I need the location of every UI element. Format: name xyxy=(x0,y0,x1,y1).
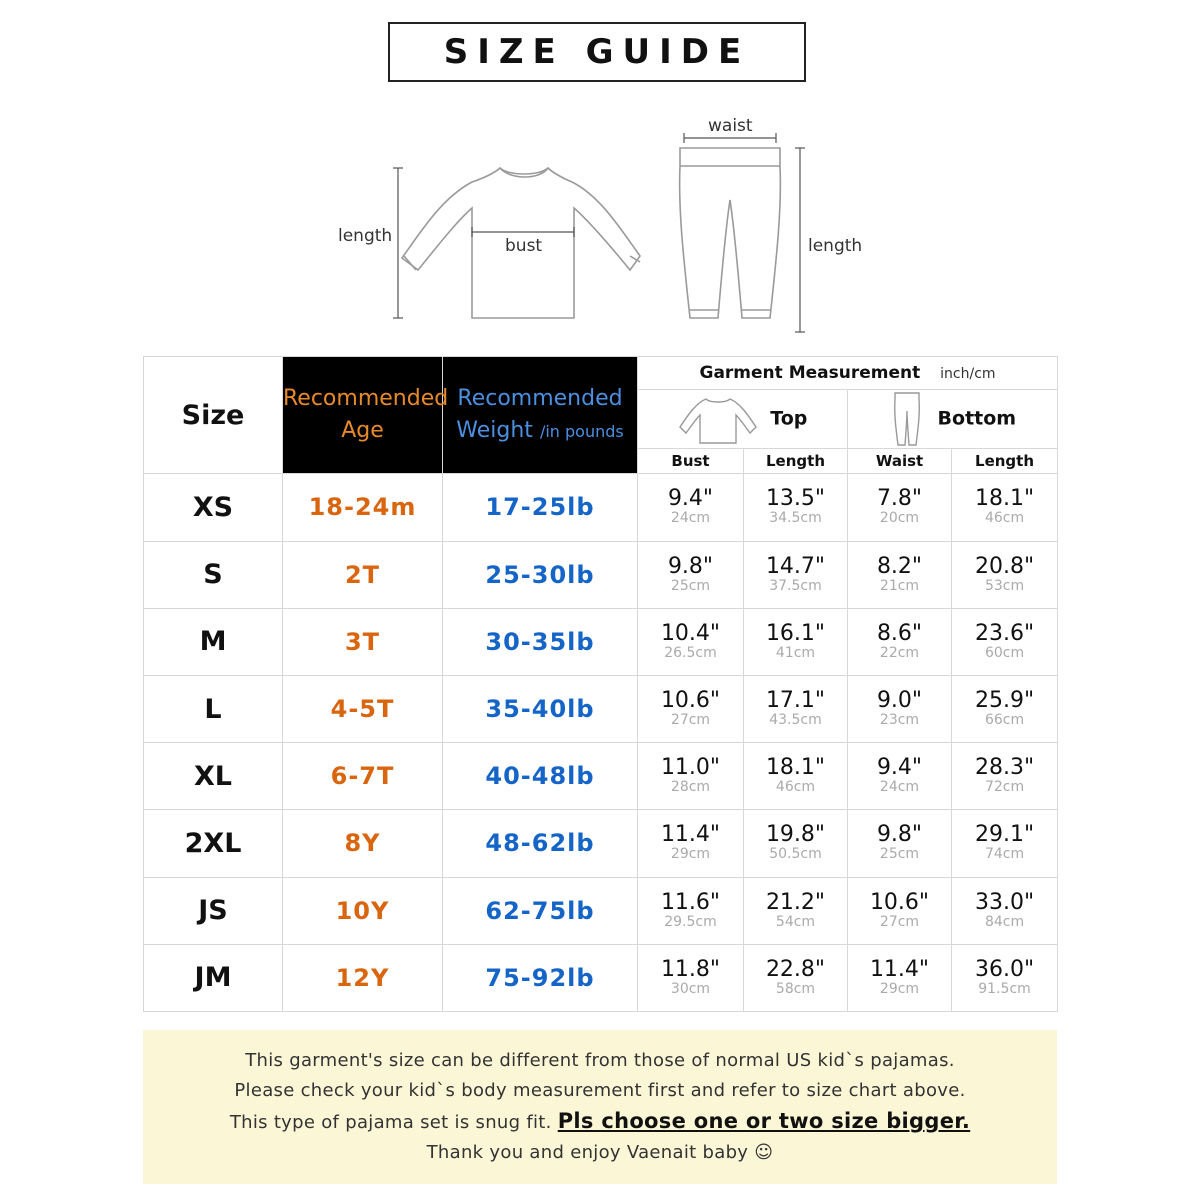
note-size-advice: Pls choose one or two size bigger. xyxy=(557,1109,971,1133)
bust-cm: 27cm xyxy=(670,712,711,729)
size-cell: JS xyxy=(144,877,283,944)
note-line-4: Thank you and enjoy Vaenait baby ☺ xyxy=(426,1142,774,1163)
age-header-line1: Recommended xyxy=(283,386,449,412)
top-length-inch: 21.2" xyxy=(765,889,826,915)
bottom-length-cell xyxy=(952,877,1058,944)
top-length-cm: 43.5cm xyxy=(769,712,822,729)
size-cell: 2XL xyxy=(144,810,283,877)
bottom-length-cell xyxy=(952,608,1058,675)
weight-cell: 30-35lb xyxy=(443,608,638,675)
bottom-length-cell xyxy=(952,675,1058,742)
waist-cm: 21cm xyxy=(879,577,920,594)
top-length-cell xyxy=(744,541,848,608)
waist-cm: 27cm xyxy=(879,913,920,930)
top-length-cm: 58cm xyxy=(775,980,816,997)
bust-cell xyxy=(638,944,744,1011)
bust-inch: 9.4" xyxy=(667,486,714,512)
top-length-inch: 18.1" xyxy=(765,755,826,781)
table-row xyxy=(144,474,1058,541)
waist-inch: 8.6" xyxy=(876,620,923,646)
age-cell: 4-5T xyxy=(283,675,443,742)
waist-cell xyxy=(848,675,952,742)
waist-cell xyxy=(848,474,952,541)
waist-inch: 8.2" xyxy=(876,553,923,579)
bottom-length-cm: 84cm xyxy=(984,913,1025,930)
weight-cell: 25-30lb xyxy=(443,541,638,608)
size-cell: L xyxy=(144,675,283,742)
waist-cell xyxy=(848,810,952,877)
top-length-inch: 16.1" xyxy=(765,620,826,646)
waist-cell xyxy=(848,944,952,1011)
weight-cell: 40-48lb xyxy=(443,743,638,810)
size-chart-table xyxy=(143,356,1058,1012)
weight-cell: 62-75lb xyxy=(443,877,638,944)
bust-inch: 11.4" xyxy=(660,822,721,848)
bottom-length-inch: 23.6" xyxy=(974,620,1035,646)
bust-cm: 29cm xyxy=(670,846,711,863)
bust-cell xyxy=(638,743,744,810)
bust-cm: 30cm xyxy=(670,980,711,997)
bust-subheader: Bust xyxy=(638,449,744,474)
top-length-cm: 50.5cm xyxy=(769,846,822,863)
bottom-length-inch: 20.8" xyxy=(974,553,1035,579)
weight-cell: 48-62lb xyxy=(443,810,638,877)
waist-cm: 24cm xyxy=(879,779,920,796)
bust-cm: 26.5cm xyxy=(664,644,717,661)
table-row xyxy=(144,608,1058,675)
waist-inch: 9.4" xyxy=(876,755,923,781)
bust-inch: 10.6" xyxy=(660,688,721,714)
age-cell: 8Y xyxy=(283,810,443,877)
pants-icon xyxy=(889,391,925,447)
fit-note xyxy=(143,1030,1057,1184)
waist-inch: 7.8" xyxy=(876,486,923,512)
bottom-length-inch: 33.0" xyxy=(974,889,1035,915)
top-bust-label: bust xyxy=(505,236,543,256)
bottom-measure-lines xyxy=(684,133,805,332)
bust-cm: 24cm xyxy=(670,510,711,527)
note-line-3-prefix: This type of pajama set is snug fit. xyxy=(229,1112,552,1133)
size-header: Size xyxy=(144,357,283,474)
top-length-inch: 14.7" xyxy=(765,553,826,579)
top-length-cell xyxy=(744,675,848,742)
table-row xyxy=(144,944,1058,1011)
waist-cell xyxy=(848,541,952,608)
age-cell: 2T xyxy=(283,541,443,608)
top-length-inch: 13.5" xyxy=(765,486,826,512)
waist-cell xyxy=(848,743,952,810)
bottom-length-cell xyxy=(952,743,1058,810)
bust-cell xyxy=(638,877,744,944)
top-length-cm: 41cm xyxy=(775,644,816,661)
bust-cell xyxy=(638,810,744,877)
bust-inch: 11.0" xyxy=(660,755,721,781)
bottom-length-cm: 46cm xyxy=(984,510,1025,527)
waist-cm: 25cm xyxy=(879,846,920,863)
bottom-label: Bottom xyxy=(937,407,1017,430)
bottom-length-cell xyxy=(952,944,1058,1011)
bottom-length-cm: 72cm xyxy=(984,779,1025,796)
age-header xyxy=(283,357,449,474)
bottom-length-subheader: Length xyxy=(952,449,1058,474)
size-cell: XS xyxy=(144,474,283,541)
bust-inch: 10.4" xyxy=(660,620,721,646)
top-length-inch: 22.8" xyxy=(765,956,826,982)
bottom-length-cm: 66cm xyxy=(984,712,1025,729)
size-cell: M xyxy=(144,608,283,675)
age-cell: 6-7T xyxy=(283,743,443,810)
bottom-length-cm: 91.5cm xyxy=(978,980,1031,997)
top-length-cm: 46cm xyxy=(775,779,816,796)
top-length-cell xyxy=(744,877,848,944)
page-title: SIZE GUIDE xyxy=(388,22,806,82)
bottom-length-cm: 53cm xyxy=(984,577,1025,594)
weight-header xyxy=(443,357,638,474)
garment-header-unit: inch/cm xyxy=(940,366,996,383)
shirt-icon xyxy=(678,393,758,445)
top-group-header xyxy=(638,390,848,449)
weight-cell: 17-25lb xyxy=(443,474,638,541)
waist-cm: 23cm xyxy=(879,712,920,729)
age-cell: 18-24m xyxy=(283,474,443,541)
bottom-length-inch: 29.1" xyxy=(974,822,1035,848)
top-length-cm: 34.5cm xyxy=(769,510,822,527)
garment-measurement-header xyxy=(638,357,1058,390)
bust-cm: 28cm xyxy=(670,779,711,796)
waist-inch: 9.8" xyxy=(876,822,923,848)
note-line-2: Please check your kid`s body measurement first and refer to size chart above. xyxy=(234,1080,966,1101)
waist-inch: 11.4" xyxy=(869,956,930,982)
top-length-cell xyxy=(744,608,848,675)
top-length-inch: 17.1" xyxy=(765,688,826,714)
size-cell: S xyxy=(144,541,283,608)
table-row xyxy=(144,675,1058,742)
top-label: Top xyxy=(770,407,808,430)
bottom-waist-label: waist xyxy=(708,116,753,136)
size-cell: XL xyxy=(144,743,283,810)
bust-cell xyxy=(638,675,744,742)
bottom-group-header xyxy=(848,390,1058,449)
bust-inch: 11.6" xyxy=(660,889,721,915)
age-cell: 12Y xyxy=(283,944,443,1011)
age-cell: 3T xyxy=(283,608,443,675)
bust-cm: 29.5cm xyxy=(664,913,717,930)
waist-subheader: Waist xyxy=(848,449,952,474)
weight-cell: 75-92lb xyxy=(443,944,638,1011)
waist-cm: 22cm xyxy=(879,644,920,661)
bust-cell xyxy=(638,541,744,608)
top-length-subheader: Length xyxy=(744,449,848,474)
weight-header-unit: /in pounds xyxy=(539,421,624,441)
top-length-cm: 54cm xyxy=(775,913,816,930)
bottom-outline xyxy=(680,148,781,318)
top-length-cell xyxy=(744,743,848,810)
bottom-length-cell xyxy=(952,474,1058,541)
waist-cm: 29cm xyxy=(879,980,920,997)
bust-inch: 9.8" xyxy=(667,553,714,579)
bottom-length-cm: 60cm xyxy=(984,644,1025,661)
bottom-length-inch: 28.3" xyxy=(974,755,1035,781)
table-row xyxy=(144,810,1058,877)
bottom-length-label: length xyxy=(808,236,863,256)
waist-inch: 9.0" xyxy=(876,688,923,714)
top-length-cell xyxy=(744,474,848,541)
table-row xyxy=(144,743,1058,810)
note-line-3 xyxy=(143,1106,1057,1138)
note-line-1: This garment's size can be different from those of normal US kid`s pajamas. xyxy=(245,1050,955,1071)
waist-cell xyxy=(848,608,952,675)
top-measure-lines xyxy=(393,168,574,318)
top-length-cell xyxy=(744,944,848,1011)
bottom-length-inch: 36.0" xyxy=(974,956,1035,982)
bust-cell xyxy=(638,474,744,541)
waist-cell xyxy=(848,877,952,944)
bottom-length-inch: 18.1" xyxy=(974,486,1035,512)
waist-inch: 10.6" xyxy=(869,889,930,915)
weight-cell: 35-40lb xyxy=(443,675,638,742)
age-header-line2: Age xyxy=(341,418,384,444)
top-length-label: length xyxy=(338,226,393,246)
garment-header-title: Garment Measurement xyxy=(699,363,921,384)
weight-header-line2: Weight xyxy=(456,417,533,443)
waist-cm: 20cm xyxy=(879,510,920,527)
bottom-length-cell xyxy=(952,541,1058,608)
table-row xyxy=(144,877,1058,944)
top-length-cell xyxy=(744,810,848,877)
table-row xyxy=(144,541,1058,608)
bust-cm: 25cm xyxy=(670,577,711,594)
age-cell: 10Y xyxy=(283,877,443,944)
bust-cell xyxy=(638,608,744,675)
bottom-length-cell xyxy=(952,810,1058,877)
size-cell: JM xyxy=(144,944,283,1011)
bottom-length-cm: 74cm xyxy=(984,846,1025,863)
bust-inch: 11.8" xyxy=(660,956,721,982)
top-length-inch: 19.8" xyxy=(765,822,826,848)
weight-header-line1: Recommended xyxy=(457,385,623,411)
bottom-length-inch: 25.9" xyxy=(974,688,1035,714)
top-length-cm: 37.5cm xyxy=(769,577,822,594)
